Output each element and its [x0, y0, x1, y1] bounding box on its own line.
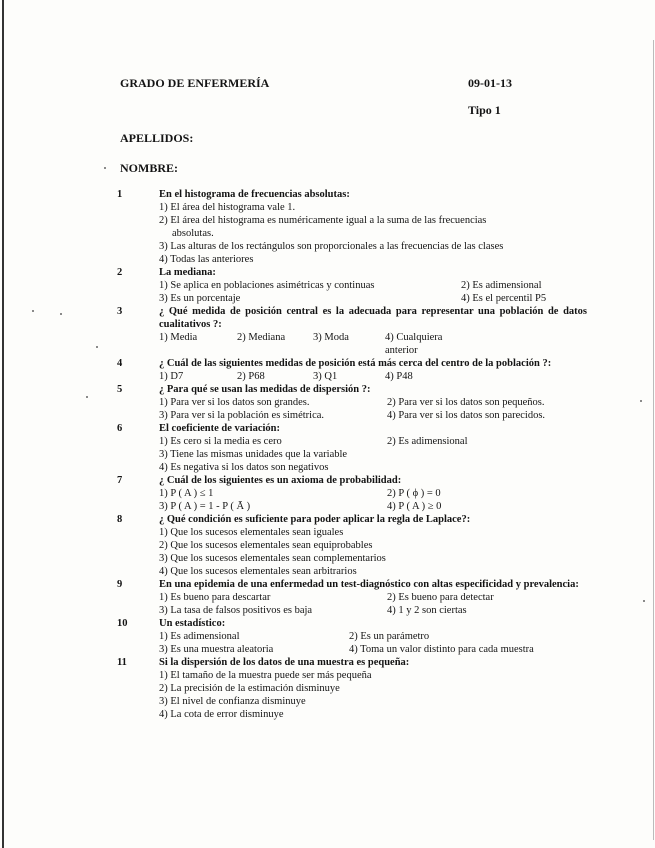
answer-option: 3) Moda	[313, 332, 349, 343]
scan-speck	[640, 400, 642, 402]
answer-option: 2) Es bueno para detectar	[387, 592, 494, 603]
answer-option: 3) El nivel de confianza disminuye	[159, 696, 306, 707]
answer-row	[159, 370, 587, 383]
question-stem: Un estadístico:	[159, 618, 226, 629]
answer-option: 3) Las alturas de los rectángulos son proporcionales a las frecuencias de las clases	[159, 241, 504, 252]
question-stem: En una epidemia de una enfermedad un test-diagnóstico con altas especificidad y prevalencia:	[159, 579, 579, 590]
question-stem: ¿ Qué medida de posición central es la adecuada para representar una población de datos cualitativos ?:	[159, 306, 587, 330]
scan-edge-left	[2, 0, 4, 848]
answer-option: 1) El área del histograma vale 1.	[159, 202, 296, 213]
answer-option: 2) Para ver si los datos son pequeños.	[387, 397, 545, 408]
question-number: 1	[117, 189, 123, 200]
answer-option: 2) La precisión de la estimación disminuye	[159, 683, 340, 694]
exam-type: Tipo 1	[468, 103, 501, 117]
answer-option: 1) D7	[159, 371, 184, 382]
question-10	[117, 617, 587, 656]
scan-speck	[96, 346, 98, 348]
question-stem: La mediana:	[159, 267, 216, 278]
answer-option: 4) Para ver si los datos son parecidos.	[387, 410, 546, 421]
question-4	[117, 357, 587, 383]
question-number: 11	[117, 657, 127, 668]
scan-speck	[60, 313, 62, 315]
answer-row	[159, 396, 587, 409]
question-7	[117, 474, 587, 513]
answer-option: 4) Que los sucesos elementales sean arbitrarios	[159, 566, 357, 577]
question-stem: ¿ Cuál de las siguientes medidas de posición está más cerca del centro de la población ?:	[159, 358, 552, 369]
question-list	[117, 188, 587, 721]
answer-option: 2) P68	[237, 371, 265, 382]
answer-option: 4) 1 y 2 son ciertas	[387, 605, 467, 616]
question-stem: El coeficiente de variación:	[159, 423, 281, 434]
exam-title: GRADO DE ENFERMERÍA	[120, 76, 270, 90]
answer-option: 4) Todas las anteriores	[159, 254, 254, 265]
answer-row	[159, 279, 587, 292]
answer-option: 3) Es una muestra aleatoria	[159, 644, 274, 655]
question-number: 6	[117, 423, 123, 434]
answer-option: 2) Es un parámetro	[349, 631, 430, 642]
answer-row	[159, 487, 587, 500]
question-11	[117, 656, 587, 721]
question-number: 9	[117, 579, 123, 590]
answer-option: 3) P ( A ) = 1 - P ( Ā )	[159, 501, 251, 512]
question-number: 5	[117, 384, 123, 395]
answer-option: 4) La cota de error disminuye	[159, 709, 284, 720]
answer-option: 1) Se aplica en poblaciones asimétricas y continuas	[159, 280, 375, 291]
scan-edge-right	[653, 40, 654, 840]
answer-option: 1) Es adimensional	[159, 631, 240, 642]
answer-option: 3) La tasa de falsos positivos es baja	[159, 605, 313, 616]
answer-row	[159, 409, 587, 422]
answer-option: 1) Que los sucesos elementales sean iguales	[159, 527, 344, 538]
question-stem: En el histograma de frecuencias absolutas:	[159, 189, 350, 200]
answer-row	[159, 630, 587, 643]
scan-speck	[86, 396, 88, 398]
answer-option: 2) P ( ϕ ) = 0	[387, 488, 441, 499]
answer-row	[159, 435, 587, 448]
question-stem: ¿ Qué condición es suficiente para poder aplicar la regla de Laplace?:	[159, 514, 471, 525]
question-1	[117, 188, 587, 266]
answer-option: 1) Para ver si los datos son grandes.	[159, 397, 310, 408]
question-number: 3	[117, 306, 123, 317]
answer-row	[159, 331, 587, 357]
answer-row	[159, 591, 587, 604]
answer-option: 2) Que los sucesos elementales sean equiprobables	[159, 540, 373, 551]
question-9	[117, 578, 587, 617]
question-stem: Si la dispersión de los datos de una muestra es pequeña:	[159, 657, 410, 668]
scan-speck	[32, 310, 34, 312]
answer-option: 2) Es adimensional	[387, 436, 468, 447]
answer-option: 3) Q1	[313, 371, 338, 382]
answer-option-continuation: absolutas.	[172, 228, 214, 239]
answer-row	[159, 500, 587, 513]
question-6	[117, 422, 587, 474]
question-2	[117, 266, 587, 305]
answer-row	[159, 604, 587, 617]
surname-label: APELLIDOS:	[120, 131, 194, 145]
answer-option: 1) El tamaño de la muestra puede ser más pequeña	[159, 670, 372, 681]
answer-option: 3) Para ver si la población es simétrica.	[159, 410, 325, 421]
question-8	[117, 513, 587, 578]
answer-option: 4) Cualquiera anterior	[385, 332, 443, 356]
name-label: NOMBRE:	[120, 161, 178, 175]
scan-speck	[643, 600, 645, 602]
answer-option: 2) El área del histograma es numéricamente igual a la suma de las frecuencias	[159, 215, 487, 226]
question-number: 4	[117, 358, 123, 369]
answer-option: 1) P ( A ) ≤ 1	[159, 488, 214, 499]
answer-option: 3) Es un porcentaje	[159, 293, 241, 304]
answer-option: 1) Es cero si la media es cero	[159, 436, 282, 447]
answer-option: 1) Es bueno para descartar	[159, 592, 271, 603]
answer-option: 3) Que los sucesos elementales sean complementarios	[159, 553, 386, 564]
answer-option: 4) P ( A ) ≥ 0	[387, 501, 442, 512]
question-number: 2	[117, 267, 123, 278]
question-number: 8	[117, 514, 123, 525]
answer-option: 2) Es adimensional	[461, 280, 542, 291]
answer-option: 4) Es negativa si los datos son negativos	[159, 462, 329, 473]
answer-option: 2) Mediana	[237, 332, 286, 343]
question-number: 7	[117, 475, 123, 486]
answer-option: 3) Tiene las mismas unidades que la variable	[159, 449, 348, 460]
question-number: 10	[117, 618, 128, 629]
answer-option: 4) Es el percentil P5	[461, 293, 547, 304]
answer-option: 1) Media	[159, 332, 198, 343]
question-stem: ¿ Para qué se usan las medidas de dispersión ?:	[159, 384, 371, 395]
question-stem: ¿ Cuál de los siguientes es un axioma de probabilidad:	[159, 475, 402, 486]
question-5	[117, 383, 587, 422]
answer-row	[159, 643, 587, 656]
answer-option: 4) P48	[385, 371, 413, 382]
scan-speck	[104, 167, 106, 169]
answer-option: 4) Toma un valor distinto para cada muestra	[349, 644, 534, 655]
question-3	[117, 305, 587, 357]
answer-row	[159, 292, 587, 305]
exam-date: 09-01-13	[468, 76, 512, 90]
